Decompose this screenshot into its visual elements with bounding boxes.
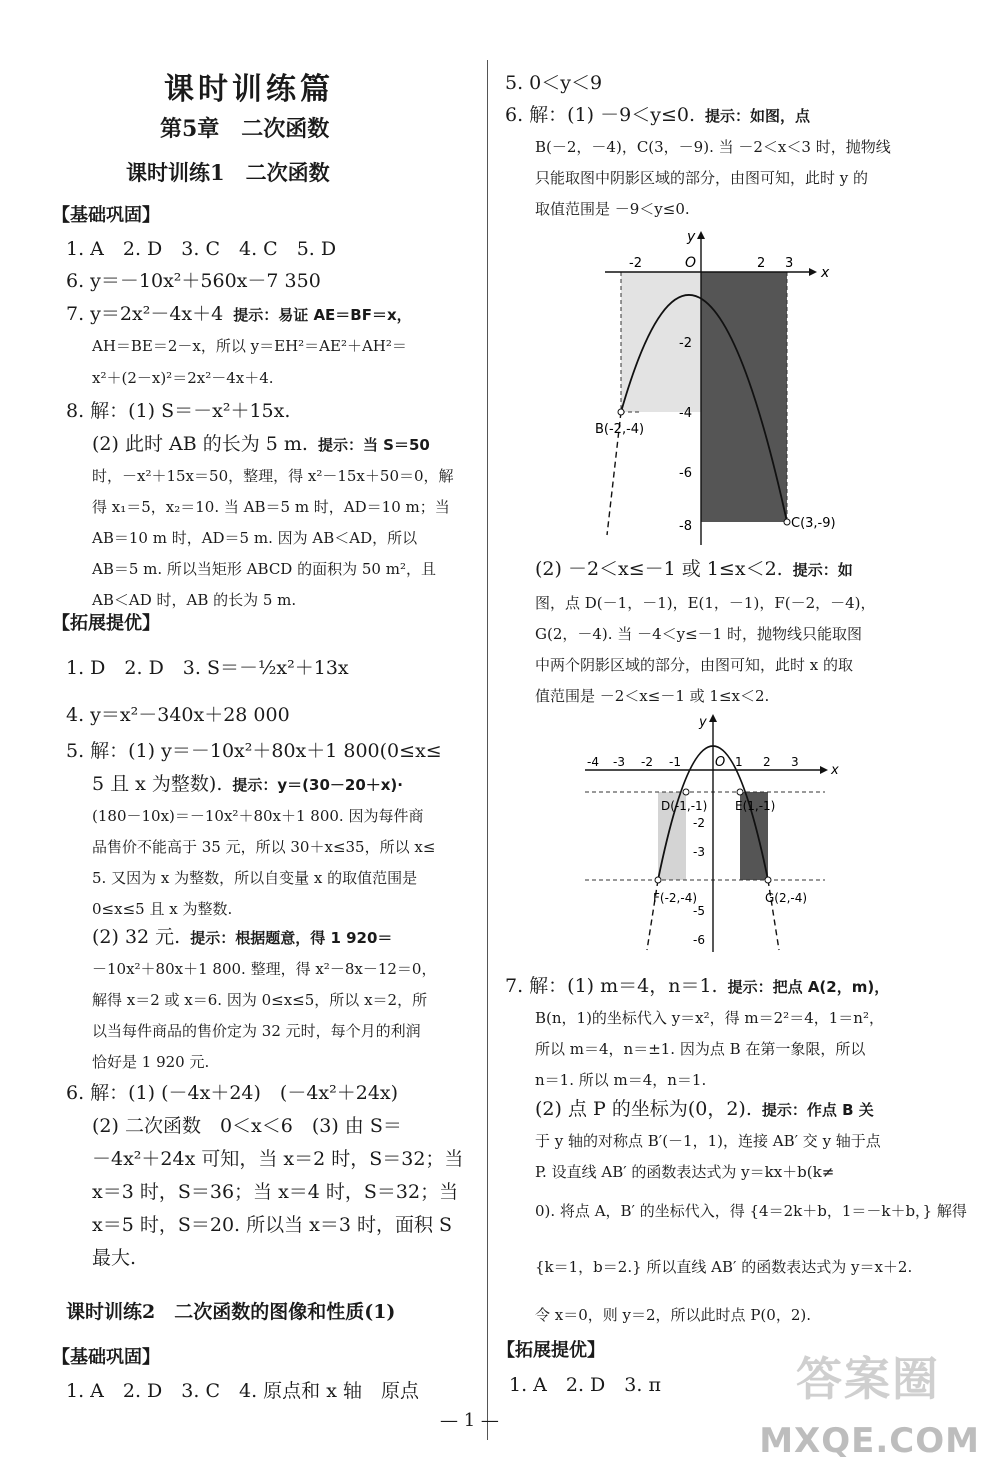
- answer-line: AB＜AD 时，AB 的长为 5 m.: [92, 591, 297, 609]
- answer-line: [535, 556, 853, 583]
- answer-line: n＝1. 所以 m＝4，n＝1.: [535, 1071, 707, 1089]
- answer-line: AB＝5 m. 所以当矩形 ABCD 的面积为 50 m²，且: [92, 560, 436, 578]
- answer-text: 7. 解：(1) m＝4，n＝1.: [505, 975, 718, 997]
- answer-text: (2) 32 元.: [92, 926, 181, 948]
- answer-line: 最大.: [92, 1247, 137, 1269]
- answer-line: 6. 解：(1) (－4x＋24) (－4x²＋24x): [66, 1082, 399, 1104]
- y-tick: -6: [693, 933, 705, 947]
- answer-line: 恰好是 1 920 元.: [92, 1053, 210, 1071]
- main-title: 课时训练篇: [164, 72, 334, 107]
- x-tick: -3: [613, 755, 625, 769]
- point-b-label: B(-2,-4): [595, 422, 645, 437]
- x-tick: 3: [785, 256, 794, 271]
- x-tick: 1: [735, 755, 743, 769]
- answer-line: 取值范围是 －9＜y≤0.: [535, 200, 690, 218]
- x-tick: 3: [791, 755, 799, 769]
- y-axis-arrow: [709, 714, 717, 722]
- y-tick: -6: [679, 466, 692, 481]
- x-tick: 2: [763, 755, 771, 769]
- hint-label: 提示：y＝(30－20＋x)·: [232, 776, 403, 794]
- point-c: [784, 519, 790, 525]
- answer-line: 6. y＝－10x²＋560x－7 350: [66, 270, 321, 292]
- hint-label: 提示：把点 A(2，m)，: [727, 978, 890, 996]
- chapter-title: 第5章 二次函数: [160, 116, 330, 142]
- answer-text: 6. 解：(1) －9＜y≤0.: [505, 104, 695, 126]
- answer-line: 时，－x²＋15x＝50，整理，得 x²－15x＋50＝0，解: [92, 467, 454, 485]
- y-axis-label: y: [687, 229, 696, 245]
- answer-line: 5. 解：(1) y＝－10x²＋80x＋1 800(0≤x≤: [66, 740, 442, 762]
- answer-text: 5 且 x 为整数).: [92, 773, 223, 795]
- answer-text: (2) 点 P 的坐标为(0，2).: [535, 1098, 752, 1120]
- answer-line: 5. 又因为 x 为整数，所以自变量 x 的取值范围是: [92, 869, 418, 887]
- section-extend: 【拓展提优】: [52, 613, 160, 634]
- section-extend-2: 【拓展提优】: [497, 1340, 605, 1361]
- x-axis-arrow: [809, 268, 817, 276]
- answer-line: G(2，－4). 当 －4＜y≤－1 时，抛物线只能取图: [535, 625, 862, 643]
- lesson-title-1: 课时训练1 二次函数: [126, 160, 330, 185]
- answer-line: 1. A 2. D 3. C 4. C 5. D: [66, 238, 337, 260]
- section-basic: 【基础巩固】: [52, 205, 160, 226]
- answer-line: [92, 924, 392, 951]
- answer-line: 8. 解：(1) S＝－x²＋15x.: [66, 400, 291, 422]
- x-tick: -1: [669, 755, 681, 769]
- parabola-graph-2: [585, 712, 865, 962]
- answer-line: －4x²＋24x 可知，当 x＝2 时，S＝32；当: [92, 1148, 464, 1170]
- hint-label: 提示：如图，点: [705, 107, 811, 125]
- point-f-label: F(-2,-4): [653, 891, 698, 905]
- answer-text: (2) 此时 AB 的长为 5 m.: [92, 433, 308, 455]
- answer-text: 7. y＝2x²－4x＋4: [66, 303, 224, 325]
- watermark-url: MXQE.COM: [759, 1421, 980, 1461]
- answer-line: 值范围是 －2＜x≤－1 或 1≤x＜2.: [535, 687, 770, 705]
- answer-line: 所以 m＝4，n＝±1. 因为点 B 在第一象限，所以: [535, 1040, 866, 1058]
- answer-line: [505, 102, 810, 129]
- answer-line: 中两个阴影区域的部分，由图可知，此时 x 的取: [535, 656, 853, 674]
- answer-line: [505, 973, 889, 1000]
- x-tick: 2: [757, 256, 766, 271]
- answer-line: P. 设直线 AB′ 的函数表达式为 y＝kx＋b(k≠: [535, 1163, 835, 1181]
- lesson-title-2: 课时训练2 二次函数的图像和性质(1): [66, 1301, 396, 1323]
- answer-line: (2) 二次函数 0＜x＜6 (3) 由 S＝: [92, 1115, 402, 1137]
- answer-line: 得 x₁＝5，x₂＝10. 当 AB＝5 m 时，AD＝10 m；当: [92, 498, 450, 516]
- point-d: [683, 789, 689, 795]
- answer-line: {k＝1，b＝2.} 所以直线 AB′ 的函数表达式为 y＝x＋2.: [535, 1258, 913, 1276]
- page-number: — 1 —: [440, 1410, 499, 1431]
- watermark-logo: 答案圈: [796, 1352, 940, 1406]
- y-axis-label: y: [699, 715, 707, 730]
- answer-line: [535, 1096, 874, 1123]
- answer-line: 只能取图中阴影区域的部分，由图可知，此时 y 的: [535, 169, 869, 187]
- point-e: [737, 789, 743, 795]
- x-tick: -4: [587, 755, 599, 769]
- x-tick: -2: [641, 755, 653, 769]
- hint-label: 提示：当 S＝50: [317, 436, 430, 454]
- answer-line: 解得 x＝2 或 x＝6. 因为 0≤x≤5，所以 x＝2，所: [92, 991, 428, 1009]
- y-tick: -2: [679, 336, 692, 351]
- answer-line: B(n，1)的坐标代入 y＝x²，得 m＝2²＝4，1＝n²，: [535, 1009, 884, 1027]
- y-tick: -5: [693, 904, 705, 918]
- column-divider: [487, 60, 488, 1440]
- x-axis-label: x: [831, 763, 839, 778]
- point-f: [655, 877, 661, 883]
- answer-line: AB＝10 m 时，AD＝5 m. 因为 AB＜AD，所以: [92, 529, 418, 547]
- point-c-label: C(3,-9): [791, 516, 836, 531]
- answer-line: 令 x＝0，则 y＝2，所以此时点 P(0，2).: [535, 1306, 811, 1324]
- answer-line: 4. y＝x²－340x＋28 000: [66, 704, 290, 726]
- answer-line: [92, 431, 430, 458]
- answer-line: [66, 301, 412, 328]
- answer-line: x＝3 时，S＝36；当 x＝4 时，S＝32；当: [92, 1181, 459, 1203]
- hint-label: 提示：根据题意，得 1 920＝: [190, 929, 393, 947]
- answer-line: 图，点 D(－1，－1)，E(1，－1)，F(－2，－4)，: [535, 594, 876, 612]
- answer-line: AH＝BE＝2－x，所以 y＝EH²＝AE²＋AH²＝: [92, 337, 407, 355]
- answer-line: 以当每件商品的售价定为 32 元时，每个月的利润: [92, 1022, 421, 1040]
- y-axis-arrow: [697, 231, 705, 239]
- answer-line: 5. 0＜y＜9: [505, 72, 603, 94]
- hint-label: 提示：作点 B 关: [761, 1101, 874, 1119]
- answer-line: x＝5 时，S＝20. 所以当 x＝3 时，面积 S: [92, 1214, 453, 1236]
- answer-line: 1. D 2. D 3. S＝－½x²＋13x: [66, 657, 349, 679]
- answer-line: 于 y 轴的对称点 B′(－1，1)，连接 AB′ 交 y 轴于点: [535, 1132, 881, 1150]
- parabola-graph-1: [595, 225, 865, 545]
- point-e-label: E(1,-1): [735, 799, 776, 813]
- origin-label: O: [715, 755, 726, 770]
- x-axis-arrow: [820, 766, 828, 774]
- point-d-label: D(-1,-1): [661, 799, 708, 813]
- hint-label: 提示：易证 AE＝BF＝x，: [233, 306, 412, 324]
- origin-label: O: [685, 255, 697, 271]
- answer-line: x²＋(2－x)²＝2x²－4x＋4.: [92, 369, 274, 387]
- answer-line: 0≤x≤5 且 x 为整数.: [92, 900, 233, 918]
- section-basic-2: 【基础巩固】: [52, 1347, 160, 1368]
- answer-line: 品售价不能高于 35 元，所以 30＋x≤35，所以 x≤: [92, 838, 436, 856]
- hint-label: 提示：如: [792, 561, 853, 579]
- answer-line: 1. A 2. D 3. C 4. 原点和 x 轴 原点: [66, 1380, 419, 1402]
- y-tick: -4: [679, 406, 692, 421]
- point-g: [765, 877, 771, 883]
- y-tick: -2: [693, 816, 705, 830]
- answer-line: B(－2，－4)，C(3，－9). 当 －2＜x＜3 时，抛物线: [535, 138, 891, 156]
- answer-line: 1. A 2. D 3. π: [509, 1374, 661, 1396]
- x-axis-label: x: [821, 265, 830, 281]
- x-tick: -2: [629, 256, 642, 271]
- answer-text: (2) －2＜x≤－1 或 1≤x＜2.: [535, 558, 783, 580]
- answer-line: [92, 771, 403, 798]
- answer-line: 0). 将点 A，B′ 的坐标代入，得 {4＝2k＋b，1＝－k＋b，} 解得: [535, 1202, 967, 1220]
- point-g-label: G(2,-4): [765, 891, 808, 905]
- point-b: [618, 409, 624, 415]
- answer-line: －10x²＋80x＋1 800. 整理，得 x²－8x－12＝0，: [92, 960, 437, 978]
- answer-line: (180－10x)＝－10x²＋80x＋1 800. 因为每件商: [92, 807, 424, 825]
- y-tick: -8: [679, 519, 692, 534]
- y-tick: -3: [693, 845, 705, 859]
